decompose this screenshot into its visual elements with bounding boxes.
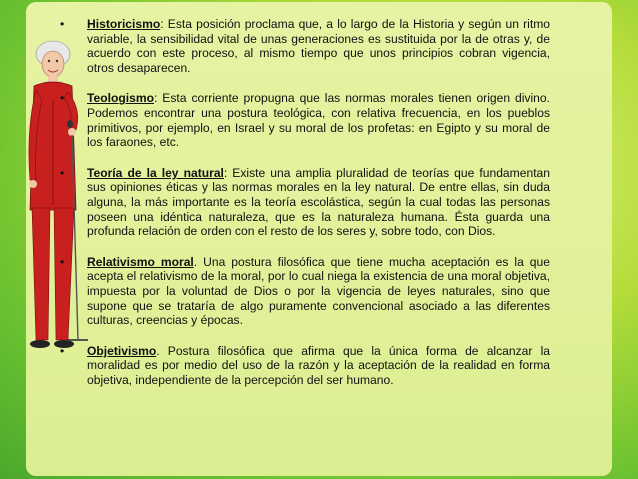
bullet-marker: • (60, 165, 65, 180)
bullet-list (60, 17, 550, 387)
item-text: : Esta corriente propugna que las normas morales tienen origen divino. Podemos encontrar una postura teológica, con relativa frecuencia, en los pueblos primitivos, por ejemplo, en Israel y su moral de los profetas: en Egipto y su moral de los faraones, etc. (87, 91, 550, 150)
list-item (60, 17, 550, 75)
item-term: Teologismo (87, 91, 154, 106)
item-text: . Postura filosófica que afirma que la única forma de alcanzar la moralidad es por medio del uso de la razón y la aceptación de la realidad en forma objetiva, independiente de la percepción del ser humano. (87, 343, 550, 387)
bullet-marker: • (60, 254, 65, 269)
item-paragraph (87, 344, 550, 388)
item-term: Relativismo moral (87, 254, 194, 269)
item-term: Historicismo (87, 17, 161, 31)
item-term: Objetivismo (87, 343, 157, 358)
item-term: Teoría de la ley natural (87, 165, 224, 180)
list-item (60, 344, 550, 388)
list-item (60, 166, 550, 239)
bullet-marker: • (60, 91, 65, 106)
bullet-marker: • (60, 17, 65, 31)
bullet-marker: • (60, 343, 65, 358)
item-text: : Existe una amplia pluralidad de teorías que fundamentan sus opiniones éticas y las normas morales en la ley natural. De entre ellas, sin duda alguna, la más importante es la teoría escolástica, según la cual todas las personas poseen una idéntica naturaleza, que es la naturaleza humana. Ésta guarda una profunda relación de orden con el resto de los seres y, sobre todo, con Dios. (87, 165, 550, 239)
item-paragraph (87, 166, 550, 239)
item-paragraph (87, 255, 550, 328)
list-item (60, 255, 550, 328)
list-item (60, 91, 550, 149)
item-text: . Una postura filosófica que tiene mucha aceptación es la que acepta el relativismo de la moral, por lo cual niega la existencia de una moral objetiva, impuesta por la voluntad de Dios o por la vigencia de leyes naturales, sino que supone que se trataría de algo puramente convencional asociado a las diferentes culturas, creencias y épocas. (87, 254, 550, 328)
item-text: : Esta posición proclama que, a lo largo de la Historia y según un ritmo variable, la sensibilidad vital de unas generaciones es sustituida por la de otras y, de acuerdo con este proceso, al mismo tiempo que unos principios cobran vigencia, otros desaparecen. (87, 17, 550, 75)
item-paragraph (87, 91, 550, 149)
item-paragraph (87, 17, 550, 75)
